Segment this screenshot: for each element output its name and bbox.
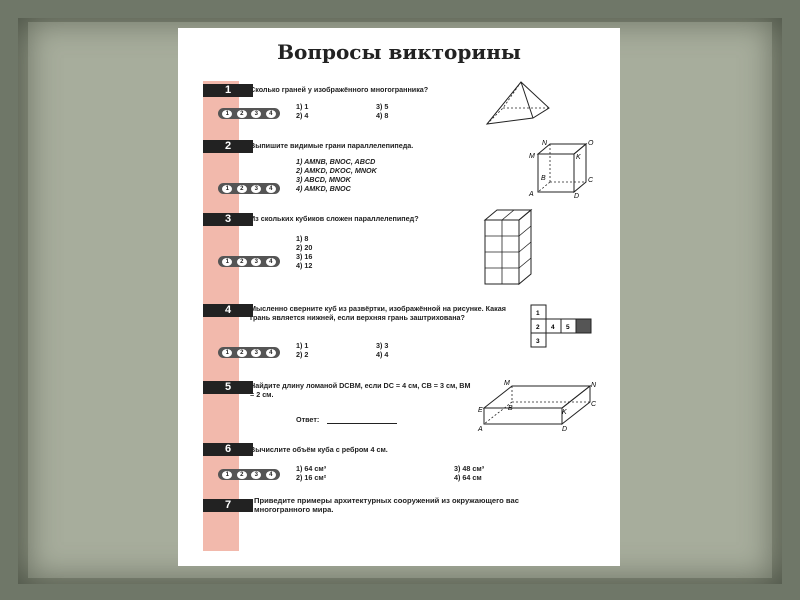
bubble-3[interactable]: 3 (251, 349, 261, 357)
answer-line (296, 415, 397, 424)
bubble-4[interactable]: 4 (266, 471, 276, 479)
page-title: Вопросы викторины (277, 40, 521, 64)
answer-bubbles[interactable] (218, 256, 280, 267)
bubble-4[interactable]: 4 (266, 110, 276, 118)
option: 3) 5 (376, 102, 389, 111)
option: 1) 1 (296, 341, 309, 350)
vertex-label: B (508, 405, 513, 412)
vertex-label: C (588, 177, 594, 184)
question-text: Вычислите объём куба с ребром 4 см. (250, 445, 388, 454)
question-text: Мысленно сверните куб из развёртки, изображённой на рисунке. Какая грань является нижней, если верхняя грань заштрихована? (250, 304, 506, 322)
option: 3) ABCD, MNOK (296, 175, 351, 184)
vertex-label: A (478, 426, 483, 433)
vertex-label: D (574, 193, 580, 200)
option: 1) AMNB, BNOC, ABCD (296, 157, 376, 166)
bubble-1[interactable]: 1 (222, 258, 232, 266)
vertex-label: K (562, 409, 567, 416)
option: 2) 16 см² (296, 473, 327, 482)
question-number: 3 (203, 213, 253, 226)
options-right (454, 464, 484, 482)
bubble-4[interactable]: 4 (266, 185, 276, 193)
bubble-1[interactable]: 1 (222, 471, 232, 479)
bubble-4[interactable]: 4 (266, 349, 276, 357)
bubble-2[interactable]: 2 (237, 349, 247, 357)
options-right (376, 102, 388, 120)
option: 1) 64 см³ (296, 464, 327, 473)
option: 4) 64 см (454, 473, 482, 482)
vertex-label: M (529, 153, 535, 160)
option: 1) 1 (296, 102, 309, 111)
bubble-2[interactable]: 2 (237, 258, 247, 266)
net-cell-label: 4 (551, 324, 555, 331)
question-number: 5 (203, 381, 253, 394)
answer-bubbles[interactable] (218, 108, 280, 119)
options-left (296, 341, 308, 359)
bubble-1[interactable]: 1 (222, 110, 232, 118)
cube-stack-figure (483, 208, 543, 286)
bubble-2[interactable]: 2 (237, 185, 247, 193)
question-text: Найдите длину ломаной DCBM, если DC = 4 см, CB = 3 см, BM = 2 см. (250, 381, 471, 399)
option: 3) 48 см³ (454, 464, 485, 473)
option: 2) 20 (296, 243, 313, 252)
parallelepiped-figure (528, 140, 598, 198)
option: 4) 4 (376, 350, 389, 359)
box-figure (478, 378, 600, 432)
options (296, 157, 377, 193)
net-cell-label: 1 (536, 310, 540, 317)
option: 3) 3 (376, 341, 389, 350)
option: 4) AMKD, BNOC (296, 184, 351, 193)
question-text: Приведите примеры архитектурных сооружений из окружающего вас многогранного мира. (254, 496, 519, 514)
question-text: Выпишите видимые грани параллелепипеда. (250, 141, 414, 150)
bubble-1[interactable]: 1 (222, 349, 232, 357)
net-cell-label: 5 (566, 324, 570, 331)
vertex-label: N (591, 382, 597, 389)
options-left (296, 464, 326, 482)
bubble-3[interactable]: 3 (251, 185, 261, 193)
question-number: 2 (203, 140, 253, 153)
vertex-label: O (588, 140, 594, 147)
bubble-2[interactable]: 2 (237, 110, 247, 118)
bubble-3[interactable]: 3 (251, 471, 261, 479)
option: 2) 4 (296, 111, 309, 120)
bubble-3[interactable]: 3 (251, 110, 261, 118)
cube-net-figure (530, 304, 598, 350)
answer-bubbles[interactable] (218, 347, 280, 358)
worksheet-page (178, 28, 620, 566)
question-number: 4 (203, 304, 253, 317)
option: 1) 8 (296, 234, 309, 243)
option: 4) 8 (376, 111, 389, 120)
options-right (376, 341, 388, 359)
question-text: Из скольких кубиков сложен параллелепипед? (250, 214, 419, 223)
bubble-4[interactable]: 4 (266, 258, 276, 266)
net-cell-label: 2 (536, 324, 540, 331)
bubble-2[interactable]: 2 (237, 471, 247, 479)
vertex-label: K (576, 154, 581, 161)
options (296, 234, 312, 270)
answer-bubbles[interactable] (218, 183, 280, 194)
option: 2) 2 (296, 350, 309, 359)
vertex-label: A (529, 191, 534, 198)
question-number: 6 (203, 443, 253, 456)
option: 2) AMKD, DKOC, MNOK (296, 166, 377, 175)
vertex-label: M (504, 380, 510, 387)
bubble-3[interactable]: 3 (251, 258, 261, 266)
vertex-label: E (478, 407, 483, 414)
pyramid-figure (483, 80, 553, 128)
options-left (296, 102, 308, 120)
question-number: 7 (203, 499, 253, 512)
option: 3) 16 (296, 252, 313, 261)
vertex-label: C (591, 401, 597, 408)
vertex-label: N (542, 140, 548, 147)
net-cell-label: 3 (536, 338, 540, 345)
vertex-label: D (562, 426, 568, 433)
answer-input[interactable] (327, 423, 397, 424)
bubble-1[interactable]: 1 (222, 185, 232, 193)
option: 4) 12 (296, 261, 313, 270)
answer-bubbles[interactable] (218, 469, 280, 480)
vertex-label: B (541, 175, 546, 182)
question-text: Сколько граней у изображённого многогранника? (250, 85, 429, 94)
question-number: 1 (203, 84, 253, 97)
answer-label: Ответ: (296, 415, 320, 424)
